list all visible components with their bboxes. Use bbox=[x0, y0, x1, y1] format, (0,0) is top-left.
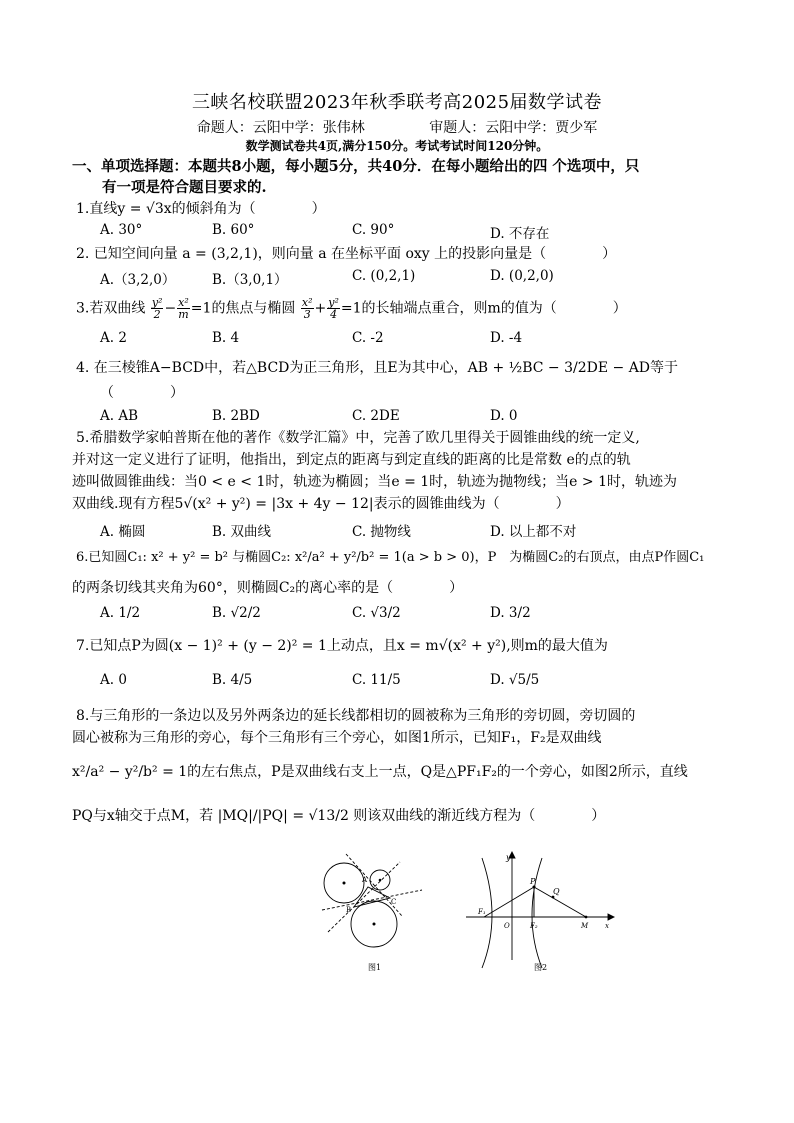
fig2-label-q: Q bbox=[553, 887, 560, 896]
section-line-2: 有一项是符合题目要求的. bbox=[102, 179, 267, 196]
setter: 命题人：云阳中学：张伟林 bbox=[196, 120, 365, 136]
question-5-line-2: 并对这一定义进行了证明，他指出，到定点的距离与到定直线的距离的比是常数 e的点的轨 bbox=[72, 452, 631, 468]
fraction: $\frac{\text{x²}}{3}$ bbox=[301, 296, 313, 321]
fig2-label-f1: F₁ bbox=[478, 908, 486, 916]
option-c: C. 2DE bbox=[352, 408, 400, 424]
option-c: C. 11/5 bbox=[352, 672, 401, 688]
question-5-line-4: 双曲线.现有方程5√(x² + y²) = |3x + 4y − 12|表示的圆锥曲线为（ ） bbox=[72, 496, 570, 512]
figure-1 bbox=[318, 852, 430, 974]
question-8-line-3: x²/a² − y²/b² = 1的左右焦点，P是双曲线右支上一点，Q是△PF₁F₂的一个旁心，如图2所示，直线 bbox=[72, 764, 688, 780]
option-c: C. (0,2,1) bbox=[352, 268, 416, 284]
question-1: 1.直线y = √3x的倾斜角为（ ） bbox=[76, 201, 326, 217]
exam-note: 数学测试卷共4页,满分150分。考试考试时间120分钟。 bbox=[245, 139, 549, 153]
option-d: D. (0,2,0) bbox=[490, 268, 554, 284]
fig2-label-f2: F₂ bbox=[530, 922, 538, 930]
fig2-label-x: x bbox=[605, 922, 609, 930]
option-c: C. √3/2 bbox=[352, 605, 401, 621]
question-6-line-1: 6.已知圆C₁: x² + y² = b² 与椭圆C₂: x²/a² + y²/b² = 1(a > b > 0)，P 为椭圆C₂的右顶点，由点P作圆C₁ bbox=[76, 550, 705, 565]
option-d: D. √5/5 bbox=[490, 672, 540, 688]
question-7: 7.已知点P为圆(x − 1)² + (y − 2)² = 1上动点，且x = m√(x² + y²),则m的最大值为 bbox=[76, 638, 608, 654]
section-heading bbox=[72, 156, 732, 198]
fig1-label-b: B bbox=[346, 906, 352, 914]
question-2-options bbox=[100, 268, 740, 290]
question-6-options bbox=[100, 605, 740, 627]
question-8-line-1: 8.与三角形的一条边以及另外两条边的延长线都相切的圆被称为三角形的旁切圆，旁切圆的 bbox=[76, 708, 636, 724]
question-8-line-2: 圆心被称为三角形的旁心，每个三角形有三个旁心，如图1所示，已知F₁，F₂是双曲线 bbox=[72, 730, 602, 746]
option-b: B. 4 bbox=[212, 330, 240, 346]
option-b: B. √2/2 bbox=[212, 605, 261, 621]
option-d: D. 以上都不对 bbox=[490, 524, 577, 540]
option-c: C. -2 bbox=[352, 330, 384, 346]
fig2-label-m: M bbox=[581, 922, 589, 930]
option-a: A. AB bbox=[100, 408, 139, 424]
fraction: $\frac{\text{y²}}{2}$ bbox=[151, 296, 163, 321]
question-4-paren: （ ） bbox=[100, 385, 184, 401]
fig1-caption: 图1 bbox=[368, 963, 382, 972]
section-line-1: 一、单项选择题：本题共8小题，每小题5分，共40分．在每小题给出的四 个选项中，只 bbox=[72, 158, 640, 175]
question-1-options bbox=[100, 222, 740, 244]
fraction: $\frac{\text{y²}}{4}$ bbox=[328, 296, 339, 321]
question-2: 2. 已知空间向量 a = (3,2,1)，则向量 a 在坐标平面 oxy 上的投影向量是（ ） bbox=[76, 246, 617, 262]
page-title: 三峡名校联盟2023年秋季联考高2025届数学试卷 bbox=[191, 92, 603, 113]
option-a: A. 椭圆 bbox=[100, 524, 146, 540]
reviewer: 审题人：云阳中学：贾少军 bbox=[429, 120, 598, 136]
option-a: A. 30° bbox=[100, 222, 143, 238]
option-c: C. 90° bbox=[352, 222, 395, 238]
question-8-line-4: PQ与x轴交于点M，若 |MQ|/|PQ| = √13/2 则该双曲线的渐近线方程为（ ） bbox=[72, 808, 606, 824]
option-b: B. 4/5 bbox=[212, 672, 253, 688]
q3-text-mid: 的焦点与椭圆 bbox=[211, 300, 296, 317]
question-4: 4. 在三棱锥A−BCD中，若△BCD为正三角形，且E为其中心，AB + ½BC − 3/2DE − AD等于 bbox=[76, 360, 679, 376]
option-b: B.（3,0,1） bbox=[212, 272, 288, 288]
question-3: 3.若双曲线 $\frac{\text{y²}}{2}$ − $\frac{\text{x²}}{m}$ =1的焦点与椭圆 $\frac{\text{x²}}{3}$ + $\frac{\text{y²}}{4}$ =1的长轴端点重合，则m的值为（ ） bbox=[76, 296, 627, 321]
question-6-line-2: 的两条切线其夹角为60°，则椭圆C₂的离心率的是（ ） bbox=[72, 580, 464, 596]
option-d: D. 3/2 bbox=[490, 605, 531, 621]
option-a: A. 1/2 bbox=[100, 605, 141, 621]
option-a: A. 0 bbox=[100, 672, 127, 688]
question-5-options bbox=[100, 520, 740, 542]
option-a: A.（3,2,0） bbox=[100, 272, 176, 288]
fig2-caption: 图2 bbox=[534, 963, 548, 972]
question-3-options bbox=[100, 330, 740, 352]
fig2-label-o: O bbox=[504, 922, 510, 930]
option-d: D. -4 bbox=[490, 330, 523, 346]
option-b: B. 60° bbox=[212, 222, 255, 238]
fig2-label-y: y bbox=[506, 853, 511, 862]
option-c: C. 抛物线 bbox=[352, 524, 411, 540]
option-d: D. 不存在 bbox=[490, 226, 550, 242]
question-5-line-3: 迹叫做圆锥曲线：当0 < e < 1时，轨迹为椭圆；当e = 1时，轨迹为抛物线；当e > 1时，轨迹为 bbox=[72, 474, 678, 490]
figure-2 bbox=[462, 850, 616, 974]
line-pm bbox=[534, 887, 586, 917]
authors-line bbox=[0, 117, 794, 137]
option-d: D. 0 bbox=[490, 408, 518, 424]
question-4-options bbox=[100, 408, 740, 430]
q3-text-before: 3.若双曲线 bbox=[76, 300, 146, 317]
hyperbola-right bbox=[532, 858, 542, 968]
fig1-label-a: A bbox=[362, 876, 368, 884]
q3-text-after: 的长轴端点重合，则m的值为（ ） bbox=[361, 300, 627, 317]
option-a: A. 2 bbox=[100, 330, 127, 346]
fraction: $\frac{\text{x²}}{m}$ bbox=[178, 296, 189, 321]
question-5-line-1: 5.希腊数学家帕普斯在他的著作《数学汇篇》中，完善了欧几里得关于圆锥曲线的统一定义, bbox=[76, 430, 640, 446]
fig2-label-p: P bbox=[530, 877, 536, 886]
option-b: B. 双曲线 bbox=[212, 524, 272, 540]
fig1-label-c: C bbox=[391, 898, 397, 906]
option-b: B. 2BD bbox=[212, 408, 260, 424]
question-7-options bbox=[100, 672, 740, 694]
